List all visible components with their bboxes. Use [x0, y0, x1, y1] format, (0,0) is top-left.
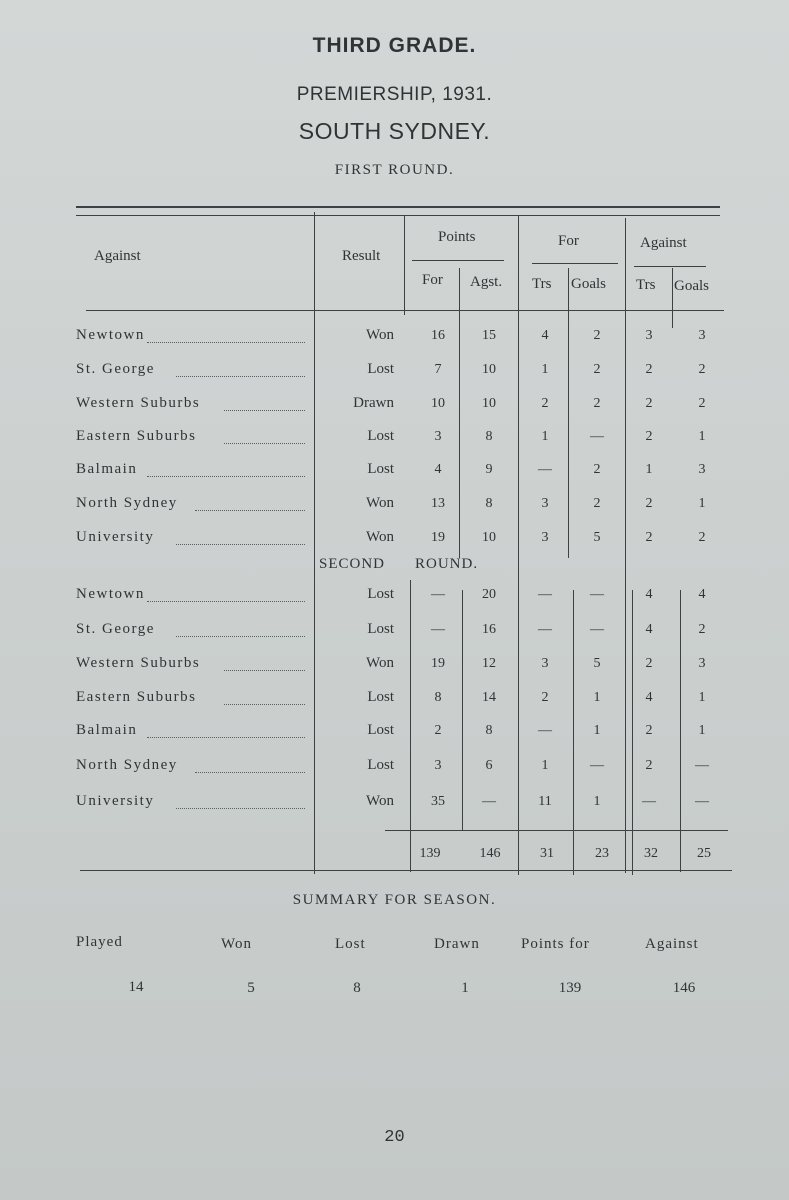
summary-title: SUMMARY FOR SEASON.: [292, 892, 497, 908]
second-round-points-agst-cell: 6: [485, 758, 493, 773]
summary-against-label: Against: [645, 936, 699, 952]
first-round-points-for-cell: 3: [434, 429, 442, 444]
leader-dots: [147, 341, 305, 343]
first-round-points-for-cell: 4: [434, 462, 442, 477]
second-round-points-agst-cell: 20: [482, 587, 496, 602]
first-round-points-for-cell: 19: [431, 530, 445, 545]
summary-played-label: Played: [76, 934, 123, 950]
second-round-agst-trs-cell: 4: [645, 587, 653, 602]
first-round-opponent-name: Western Suburbs: [76, 395, 201, 411]
second-round-agst-goals-cell: —: [695, 794, 709, 809]
second-round-agst-goals-cell: —: [695, 758, 709, 773]
second-round-result-cell: Lost: [367, 689, 394, 705]
first-round-points-for-cell: 7: [434, 362, 442, 377]
first-round-for-goals-cell: 2: [593, 462, 601, 477]
second-round-label-a: SECOND: [319, 556, 386, 572]
second-round-for-trs-cell: 1: [541, 758, 549, 773]
totals-top-rule: [385, 830, 728, 831]
second-round-opponent-name: Balmain: [76, 722, 138, 738]
second-round-opponent-name: Eastern Suburbs: [76, 689, 197, 705]
column-divider-agst-goals-lower: [680, 590, 681, 872]
first-round-agst-trs-cell: 2: [645, 362, 653, 377]
column-divider-result: [314, 212, 315, 874]
total-points-for: 139: [419, 846, 441, 861]
first-round-agst-goals-cell: 3: [698, 462, 706, 477]
total-for-goals: 23: [595, 846, 609, 861]
second-round-agst-trs-cell: 4: [645, 690, 653, 705]
second-round-opponent-name: University: [76, 793, 155, 809]
second-round-points-agst-cell: —: [482, 794, 496, 809]
first-round-for-trs-cell: 2: [541, 396, 549, 411]
header-bottom-rule: [86, 310, 724, 311]
first-round-result-cell: Drawn: [353, 395, 394, 411]
column-divider-against: [625, 218, 626, 873]
summary-drawn-value: 1: [461, 980, 469, 996]
first-round-points-for-cell: 13: [431, 496, 445, 511]
total-agst-goals: 25: [697, 846, 711, 861]
first-round-agst-goals-cell: 1: [698, 429, 706, 444]
first-round-opponent-name: North Sydney: [76, 495, 178, 511]
summary-lost-value: 8: [353, 980, 361, 996]
leader-dots: [147, 475, 305, 477]
leader-dots: [224, 409, 305, 411]
leader-dots: [147, 600, 305, 602]
summary-won-label: Won: [221, 936, 252, 952]
second-round-for-goals-cell: —: [590, 622, 604, 637]
first-round-opponent-name: Balmain: [76, 461, 138, 477]
page-number: 20: [384, 1128, 405, 1147]
first-round-agst-goals-cell: 3: [698, 328, 706, 343]
second-round-agst-trs-cell: 2: [645, 758, 653, 773]
second-round-agst-trs-cell: 2: [645, 723, 653, 738]
against-trs-subheader: Trs: [636, 277, 656, 293]
first-round-opponent-name: Newtown: [76, 327, 145, 343]
first-round-for-goals-cell: 2: [593, 396, 601, 411]
first-round-points-agst-cell: 10: [482, 362, 496, 377]
second-round-points-agst-cell: 16: [482, 622, 496, 637]
first-round-points-agst-cell: 10: [482, 530, 496, 545]
first-round-agst-trs-cell: 2: [645, 396, 653, 411]
first-round-agst-trs-cell: 2: [645, 496, 653, 511]
first-round-for-goals-cell: 2: [593, 362, 601, 377]
column-divider-for-agst-lower: [462, 590, 463, 830]
summary-drawn-label: Drawn: [434, 936, 480, 952]
first-round-agst-goals-cell: 2: [698, 396, 706, 411]
grade-heading: THIRD GRADE.: [312, 34, 477, 57]
second-round-points-for-cell: 2: [434, 723, 442, 738]
second-round-agst-goals-cell: 4: [698, 587, 706, 602]
second-round-agst-trs-cell: 4: [645, 622, 653, 637]
second-round-points-for-cell: 3: [434, 758, 442, 773]
second-round-opponent-name: Western Suburbs: [76, 655, 201, 671]
second-round-opponent-name: St. George: [76, 621, 155, 637]
summary-points-for-value: 139: [558, 980, 582, 996]
first-round-opponent-name: St. George: [76, 361, 155, 377]
second-round-agst-goals-cell: 1: [698, 690, 706, 705]
summary-lost-label: Lost: [335, 936, 366, 952]
first-round-points-agst-cell: 15: [482, 328, 496, 343]
second-round-for-goals-cell: 1: [593, 690, 601, 705]
second-round-agst-trs-cell: —: [642, 794, 656, 809]
column-divider-points-lower: [410, 580, 411, 872]
first-round-for-goals-cell: 2: [593, 496, 601, 511]
for-goals-subheader: Goals: [571, 276, 606, 292]
leader-dots: [147, 736, 305, 738]
column-divider-points-head: [404, 215, 405, 315]
first-round-points-for-cell: 10: [431, 396, 445, 411]
second-round-result-cell: Lost: [367, 722, 394, 738]
second-round-agst-goals-cell: 1: [698, 723, 706, 738]
leader-dots: [224, 442, 305, 444]
first-round-for-trs-cell: 4: [541, 328, 549, 343]
first-round-for-trs-cell: 3: [541, 496, 549, 511]
first-round-points-agst-cell: 8: [485, 496, 493, 511]
second-round-for-trs-cell: —: [538, 587, 552, 602]
second-round-points-for-cell: —: [431, 587, 445, 602]
first-round-for-trs-cell: 1: [541, 362, 549, 377]
second-round-for-trs-cell: 3: [541, 656, 549, 671]
second-round-result-cell: Lost: [367, 757, 394, 773]
leader-dots: [176, 375, 305, 377]
column-divider-agst-goals: [672, 268, 673, 328]
leader-dots: [176, 543, 305, 545]
second-round-agst-trs-cell: 2: [645, 656, 653, 671]
total-for-trs: 31: [540, 846, 554, 861]
first-round-for-goals-cell: —: [590, 429, 604, 444]
first-round-points-agst-cell: 8: [485, 429, 493, 444]
second-round-points-for-cell: 35: [431, 794, 445, 809]
second-round-for-goals-cell: 1: [593, 794, 601, 809]
first-round-agst-goals-cell: 2: [698, 362, 706, 377]
second-round-for-trs-cell: —: [538, 723, 552, 738]
first-round-agst-trs-cell: 3: [645, 328, 653, 343]
against-goals-subheader: Goals: [674, 278, 709, 294]
first-round-for-goals-cell: 2: [593, 328, 601, 343]
table-top-rule: [76, 206, 720, 208]
total-points-agst: 146: [479, 846, 501, 861]
first-round-for-trs-cell: 3: [541, 530, 549, 545]
second-round-points-agst-cell: 12: [482, 656, 496, 671]
second-round-for-trs-cell: 2: [541, 690, 549, 705]
first-round-points-agst-cell: 9: [485, 462, 493, 477]
second-round-points-agst-cell: 14: [482, 690, 496, 705]
first-round-result-cell: Won: [366, 495, 394, 511]
summary-won-value: 5: [247, 980, 255, 996]
against-group-header: Against: [640, 235, 687, 251]
first-round-agst-trs-cell: 1: [645, 462, 653, 477]
second-round-points-for-cell: 19: [431, 656, 445, 671]
first-round-result-cell: Lost: [367, 361, 394, 377]
summary-played-value: 14: [128, 979, 144, 995]
premiership-heading: PREMIERSHIP, 1931.: [296, 84, 493, 105]
table-top-rule-2: [76, 215, 720, 216]
club-heading: SOUTH SYDNEY.: [298, 118, 491, 144]
second-round-result-cell: Lost: [367, 586, 394, 602]
for-group-header: For: [558, 233, 579, 249]
second-round-for-trs-cell: —: [538, 622, 552, 637]
second-round-agst-goals-cell: 3: [698, 656, 706, 671]
leader-dots: [176, 635, 305, 637]
second-round-opponent-name: Newtown: [76, 586, 145, 602]
first-round-agst-trs-cell: 2: [645, 530, 653, 545]
column-divider-for-agst: [459, 268, 460, 558]
second-round-points-agst-cell: 8: [485, 723, 493, 738]
against-column-header: Against: [94, 248, 141, 264]
second-round-agst-goals-cell: 2: [698, 622, 706, 637]
total-agst-trs: 32: [644, 846, 658, 861]
first-round-result-cell: Won: [366, 529, 394, 545]
against-underline: [634, 266, 706, 267]
second-round-opponent-name: North Sydney: [76, 757, 178, 773]
first-round-result-cell: Lost: [367, 428, 394, 444]
points-group-header: Points: [438, 229, 476, 245]
second-round-for-trs-cell: 11: [538, 794, 552, 809]
second-round-result-cell: Won: [366, 793, 394, 809]
second-round-for-goals-cell: 1: [593, 723, 601, 738]
points-underline: [412, 260, 504, 261]
second-round-result-cell: Lost: [367, 621, 394, 637]
first-round-for-trs-cell: —: [538, 462, 552, 477]
first-round-points-for-cell: 16: [431, 328, 445, 343]
summary-points-for-label: Points for: [521, 936, 590, 952]
first-round-result-cell: Won: [366, 327, 394, 343]
leader-dots: [224, 669, 305, 671]
first-round-agst-goals-cell: 1: [698, 496, 706, 511]
first-round-heading: FIRST ROUND.: [334, 162, 455, 178]
first-round-for-trs-cell: 1: [541, 429, 549, 444]
summary-against-value: 146: [672, 980, 696, 996]
points-for-subheader: For: [422, 272, 443, 288]
first-round-for-goals-cell: 5: [593, 530, 601, 545]
points-agst-subheader: Agst.: [470, 274, 503, 290]
first-round-points-agst-cell: 10: [482, 396, 496, 411]
second-round-result-cell: Won: [366, 655, 394, 671]
column-divider-for-goals: [568, 268, 569, 558]
second-round-for-goals-cell: —: [590, 587, 604, 602]
table-bottom-rule: [80, 870, 732, 871]
first-round-agst-trs-cell: 2: [645, 429, 653, 444]
first-round-agst-goals-cell: 2: [698, 530, 706, 545]
first-round-result-cell: Lost: [367, 461, 394, 477]
second-round-label-b: ROUND.: [415, 556, 479, 572]
column-divider-tries: [518, 215, 519, 875]
leader-dots: [176, 807, 305, 809]
second-round-for-goals-cell: —: [590, 758, 604, 773]
second-round-points-for-cell: 8: [434, 690, 442, 705]
column-divider-for-goals-lower: [573, 590, 574, 875]
second-round-points-for-cell: —: [431, 622, 445, 637]
for-underline: [532, 263, 618, 264]
second-round-for-goals-cell: 5: [593, 656, 601, 671]
for-trs-subheader: Trs: [532, 276, 552, 292]
result-column-header: Result: [342, 248, 381, 264]
leader-dots: [195, 509, 305, 511]
leader-dots: [224, 703, 305, 705]
first-round-opponent-name: University: [76, 529, 155, 545]
leader-dots: [195, 771, 305, 773]
first-round-opponent-name: Eastern Suburbs: [76, 428, 197, 444]
